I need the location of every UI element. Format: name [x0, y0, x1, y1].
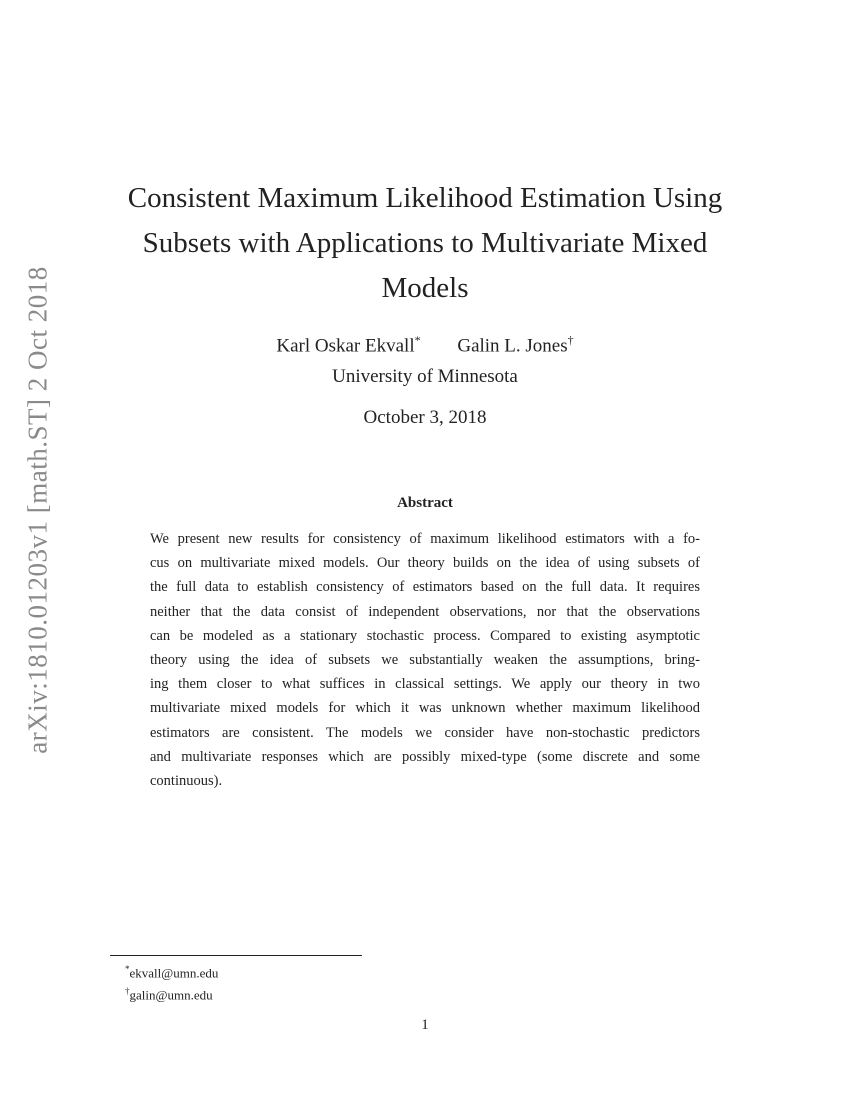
- abstract-line: the full data to establish consistency of estimators based on the full data. It requires: [150, 579, 700, 596]
- footnote-ekvall: [125, 960, 218, 982]
- author-jones: [457, 333, 573, 357]
- abstract-line: ing them closer to what suffices in classical settings. We apply our theory in two: [150, 676, 700, 693]
- abstract-line: can be modeled as a stationary stochastic process. Compared to existing asymptotic: [150, 627, 700, 644]
- footnote-jones: [125, 982, 218, 1004]
- footnote-mark: †: [125, 986, 130, 997]
- abstract-heading: Abstract: [397, 495, 453, 511]
- title-line: Subsets with Applications to Multivariate Mixed: [142, 227, 708, 259]
- title-line: Models: [381, 272, 469, 304]
- abstract-line: cus on multivariate mixed models. Our theory builds on the idea of using subsets of: [150, 555, 700, 572]
- author-ekvall: [276, 333, 420, 357]
- abstract-line: estimators are consistent. The models we consider have non-stochastic predictors: [150, 724, 700, 741]
- abstract-text: [150, 527, 700, 793]
- page-number: 1: [421, 1017, 429, 1033]
- arxiv-identifier-stamp: arXiv:1810.01203v1 [math.ST] 2 Oct 2018: [22, 266, 53, 754]
- abstract-line: multivariate mixed models for which it was unknown whether maximum likelihood: [150, 700, 700, 717]
- publication-date: October 3, 2018: [363, 407, 487, 428]
- author-list: [0, 333, 850, 357]
- footnote-mark: *: [414, 333, 421, 347]
- abstract-line: neither that the data consist of independent observations, nor that the observations: [150, 603, 700, 620]
- paper-title: [110, 176, 740, 311]
- footnote-mark: *: [125, 964, 130, 974]
- abstract-line: continuous).: [150, 773, 223, 790]
- abstract-line: theory using the idea of subsets we substantially weaken the assumptions, bring-: [150, 652, 700, 669]
- title-line: Consistent Maximum Likelihood Estimation Using: [127, 182, 723, 214]
- footnote-mark: †: [567, 333, 574, 347]
- author-name: Karl Oskar Ekvall: [276, 335, 415, 357]
- abstract-line: We present new results for consistency of maximum likelihood estimators with a fo-: [150, 531, 700, 547]
- affiliation: University of Minnesota: [332, 366, 518, 387]
- email-ekvall: ekvall@umn.edu: [129, 965, 219, 981]
- footnotes: [125, 960, 218, 1005]
- abstract-line: and multivariate responses which are possibly mixed-type (some discrete and some: [150, 748, 700, 765]
- footnote-divider: [110, 955, 362, 956]
- email-jones: galin@umn.edu: [129, 987, 213, 1003]
- author-name: Galin L. Jones: [457, 335, 568, 357]
